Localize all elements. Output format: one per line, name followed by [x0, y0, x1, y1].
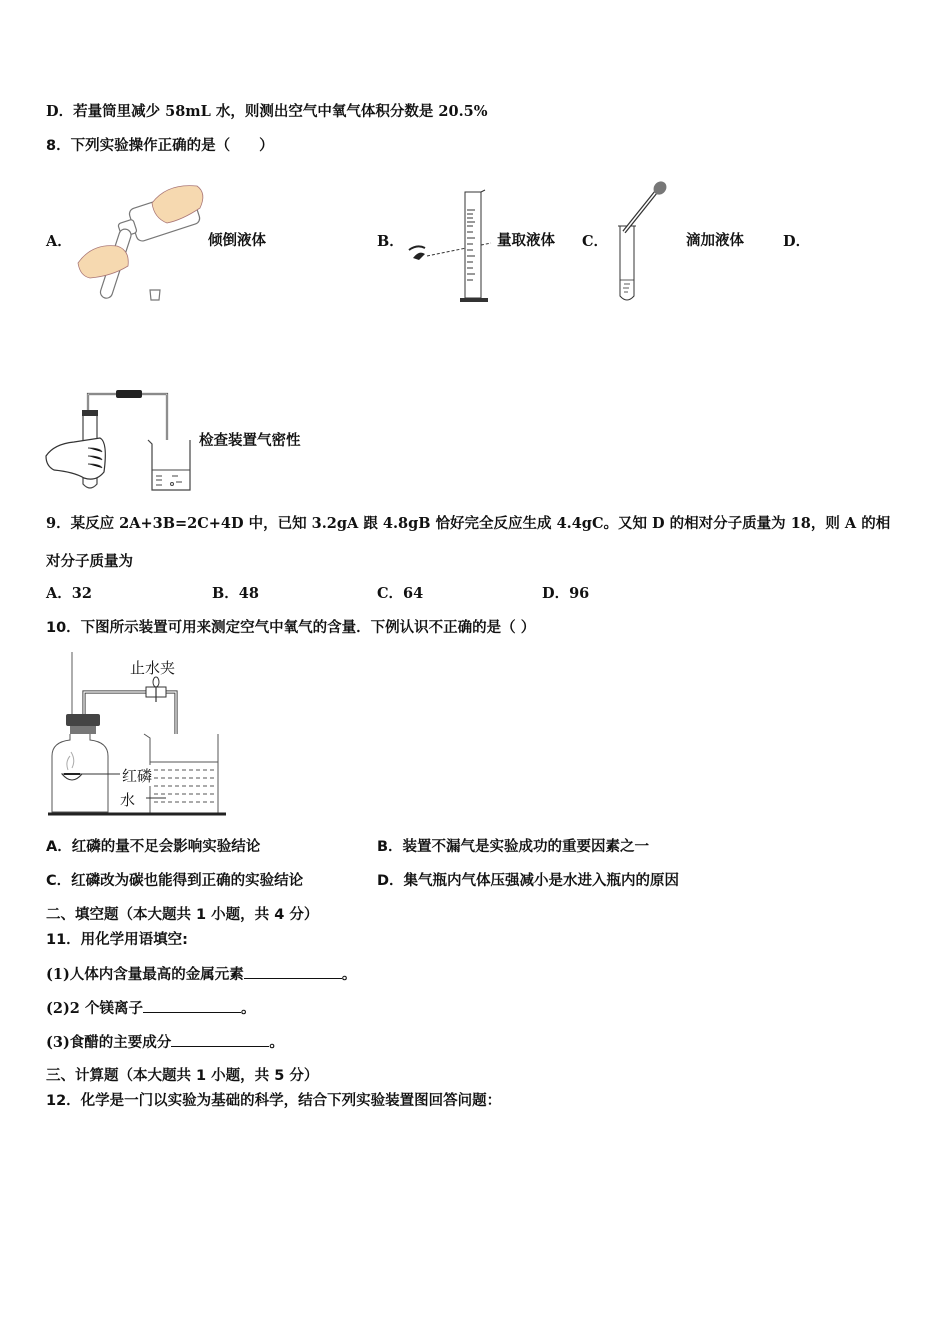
q11-item-2 [46, 998, 255, 1019]
q9-option-c-letter: C． [377, 585, 404, 602]
q7-option-d: D．若量筒里减少 58mL 水，则测出空气中氧气体积分数是 20.5% [46, 103, 488, 120]
q8-option-d-letter: D． [783, 233, 811, 250]
airtightness-check-figure [44, 382, 199, 494]
q8-option-a-caption: 倾倒液体 [208, 233, 266, 249]
q9-option-d-value: 96 [569, 585, 590, 602]
dropper-into-test-tube-figure [612, 180, 672, 305]
q9-stem-line2: 对分子质量为 [46, 553, 133, 570]
q10-option-a: A．红磷的量不足会影响实验结论 [46, 839, 261, 855]
q11-item-1-text: (1)人体内含量最高的金属元素 [46, 966, 244, 983]
q11-item-3-text: (3)食醋的主要成分 [46, 1034, 172, 1051]
q8-stem: 8．下列实验操作正确的是（ ） [46, 138, 274, 154]
q10-option-c: C．红磷改为碳也能得到正确的实验结论 [46, 873, 304, 889]
q8-option-d-caption: 检查装置气密性 [199, 433, 301, 449]
q9-option-a-value: 32 [71, 585, 92, 602]
red-phosphorus-label: 红磷 [122, 767, 153, 785]
q9-option-c-value: 64 [403, 585, 424, 602]
q8-option-b-letter: B． [377, 233, 404, 250]
answer-blank-3[interactable] [171, 1032, 269, 1047]
clamp-label: 止水夹 [130, 659, 176, 677]
q11-item-2-suffix: 。 [240, 1000, 256, 1017]
graduated-cylinder-reading-figure [405, 188, 500, 306]
oxygen-measurement-apparatus-figure [46, 652, 226, 817]
q11-item-2-text: (2)2 个镁离子 [46, 1000, 143, 1017]
answer-blank-1[interactable] [244, 964, 342, 979]
q9-option-b [212, 584, 259, 604]
q8-option-c-letter: C． [582, 233, 609, 250]
water-label: 水 [120, 791, 136, 809]
q9-stem-line1: 9．某反应 2A+3B=2C+4D 中，已知 3.2gA 跟 4.8gB 恰好完全反应生成 4.4gC。又知 D 的相对分子质量为 18，则 A 的相 [46, 515, 891, 532]
q9-option-a-letter: A． [46, 585, 72, 602]
q10-option-d: D．集气瓶内气体压强减小是水进入瓶内的原因 [377, 873, 680, 889]
pouring-liquid-figure [72, 178, 212, 308]
section3-heading: 三、计算题（本大题共 1 小题，共 5 分） [46, 1068, 319, 1084]
q11-item-1 [46, 964, 356, 985]
q11-item-1-suffix: 。 [341, 966, 357, 983]
section2-heading: 二、填空题（本大题共 1 小题，共 4 分） [46, 907, 319, 923]
q9-option-a [46, 584, 92, 604]
q8-option-b-caption: 量取液体 [497, 233, 555, 249]
q10-option-b: B．装置不漏气是实验成功的重要因素之一 [377, 839, 650, 855]
q10-stem: 10．下图所示装置可用来测定空气中氧气的含量．下例认识不正确的是（ ） [46, 620, 536, 636]
q11-item-3 [46, 1032, 284, 1053]
q9-option-d [542, 584, 589, 604]
q11-stem: 11．用化学用语填空: [46, 932, 188, 948]
q12-stem: 12．化学是一门以实验为基础的科学，结合下列实验装置图回答问题： [46, 1093, 502, 1109]
q9-option-b-letter: B． [212, 585, 239, 602]
q9-option-d-letter: D． [542, 585, 570, 602]
q8-option-a-letter: A． [46, 233, 72, 250]
q9-option-c [377, 584, 423, 604]
q8-option-c-caption: 滴加液体 [686, 233, 744, 249]
q11-item-3-suffix: 。 [269, 1034, 284, 1051]
answer-blank-2[interactable] [143, 998, 241, 1013]
q9-option-b-value: 48 [238, 585, 259, 602]
